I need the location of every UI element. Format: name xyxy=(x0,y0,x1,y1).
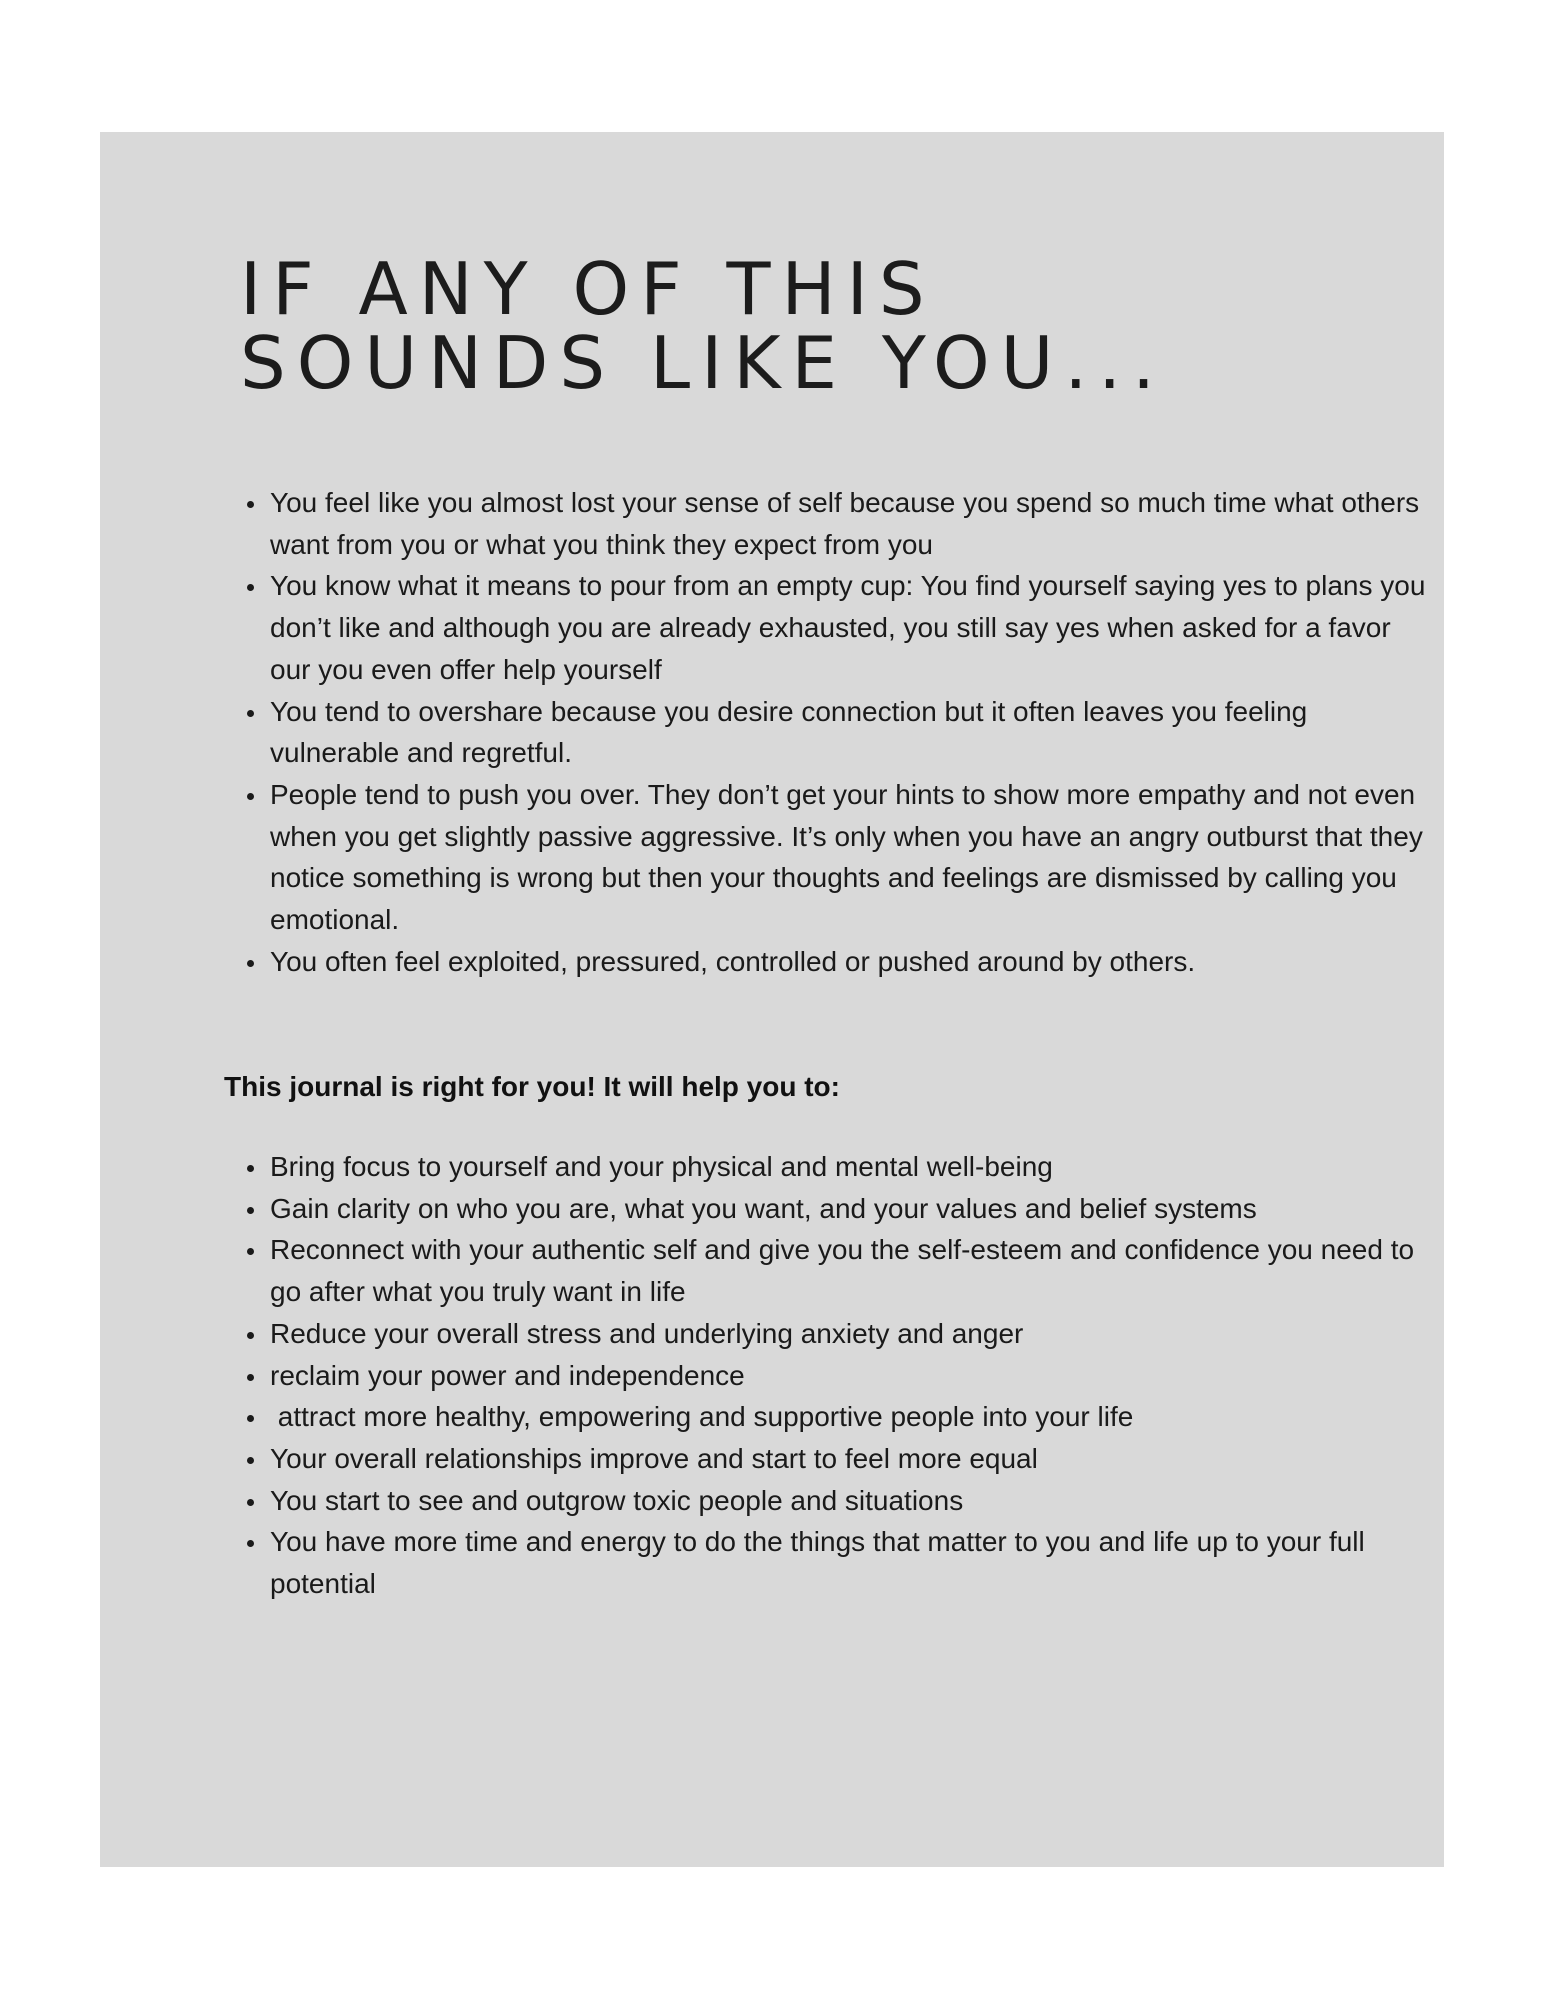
benefits-list xyxy=(235,1146,1438,1605)
list-item: • People tend to push you over. They don’t get your hints to show more empathy and not even when you get slightly passive aggressive. It’s only when you have an angry outburst that they notice something is wrong but then your thoughts and feelings are dismissed by calling you emotional. xyxy=(268,774,1438,941)
list-item: • You feel like you almost lost your sense of self because you spend so much time what others want from you or what you think they expect from you xyxy=(268,482,1438,565)
list-item: • You tend to overshare because you desire connection but it often leaves you feeling vulnerable and regretful. xyxy=(268,691,1438,774)
list-item: • Gain clarity on who you are, what you want, and your values and belief systems xyxy=(268,1188,1438,1230)
page-title xyxy=(240,247,1166,405)
list-item: • Reconnect with your authentic self and give you the self-esteem and confidence you need to go after what you truly want in life xyxy=(268,1229,1438,1312)
title-line-1: IF ANY OF THIS xyxy=(240,247,936,331)
list-item: • You often feel exploited, pressured, controlled or pushed around by others. xyxy=(268,941,1438,983)
title-line-2: SOUNDS LIKE YOU... xyxy=(240,321,1166,405)
list-item: • Bring focus to yourself and your physical and mental well-being xyxy=(268,1146,1438,1188)
list-item: • You know what it means to pour from an empty cup: You find yourself saying yes to plans you don’t like and although you are already exhausted, you still say yes when asked for a favor our you even offer help yourself xyxy=(268,565,1438,690)
list-item: • You start to see and outgrow toxic people and situations xyxy=(268,1480,1438,1522)
benefits-intro: This journal is right for you! It will help you to: xyxy=(224,1071,840,1102)
list-item: • Reduce your overall stress and underlying anxiety and anger xyxy=(268,1313,1438,1355)
list-item: • Your overall relationships improve and start to feel more equal xyxy=(268,1438,1438,1480)
list-item: • You have more time and energy to do the things that matter to you and life up to your full potential xyxy=(268,1521,1438,1604)
list-item: • attract more healthy, empowering and supportive people into your life xyxy=(268,1396,1438,1438)
signs-list xyxy=(235,482,1438,982)
list-item: • reclaim your power and independence xyxy=(268,1355,1438,1397)
